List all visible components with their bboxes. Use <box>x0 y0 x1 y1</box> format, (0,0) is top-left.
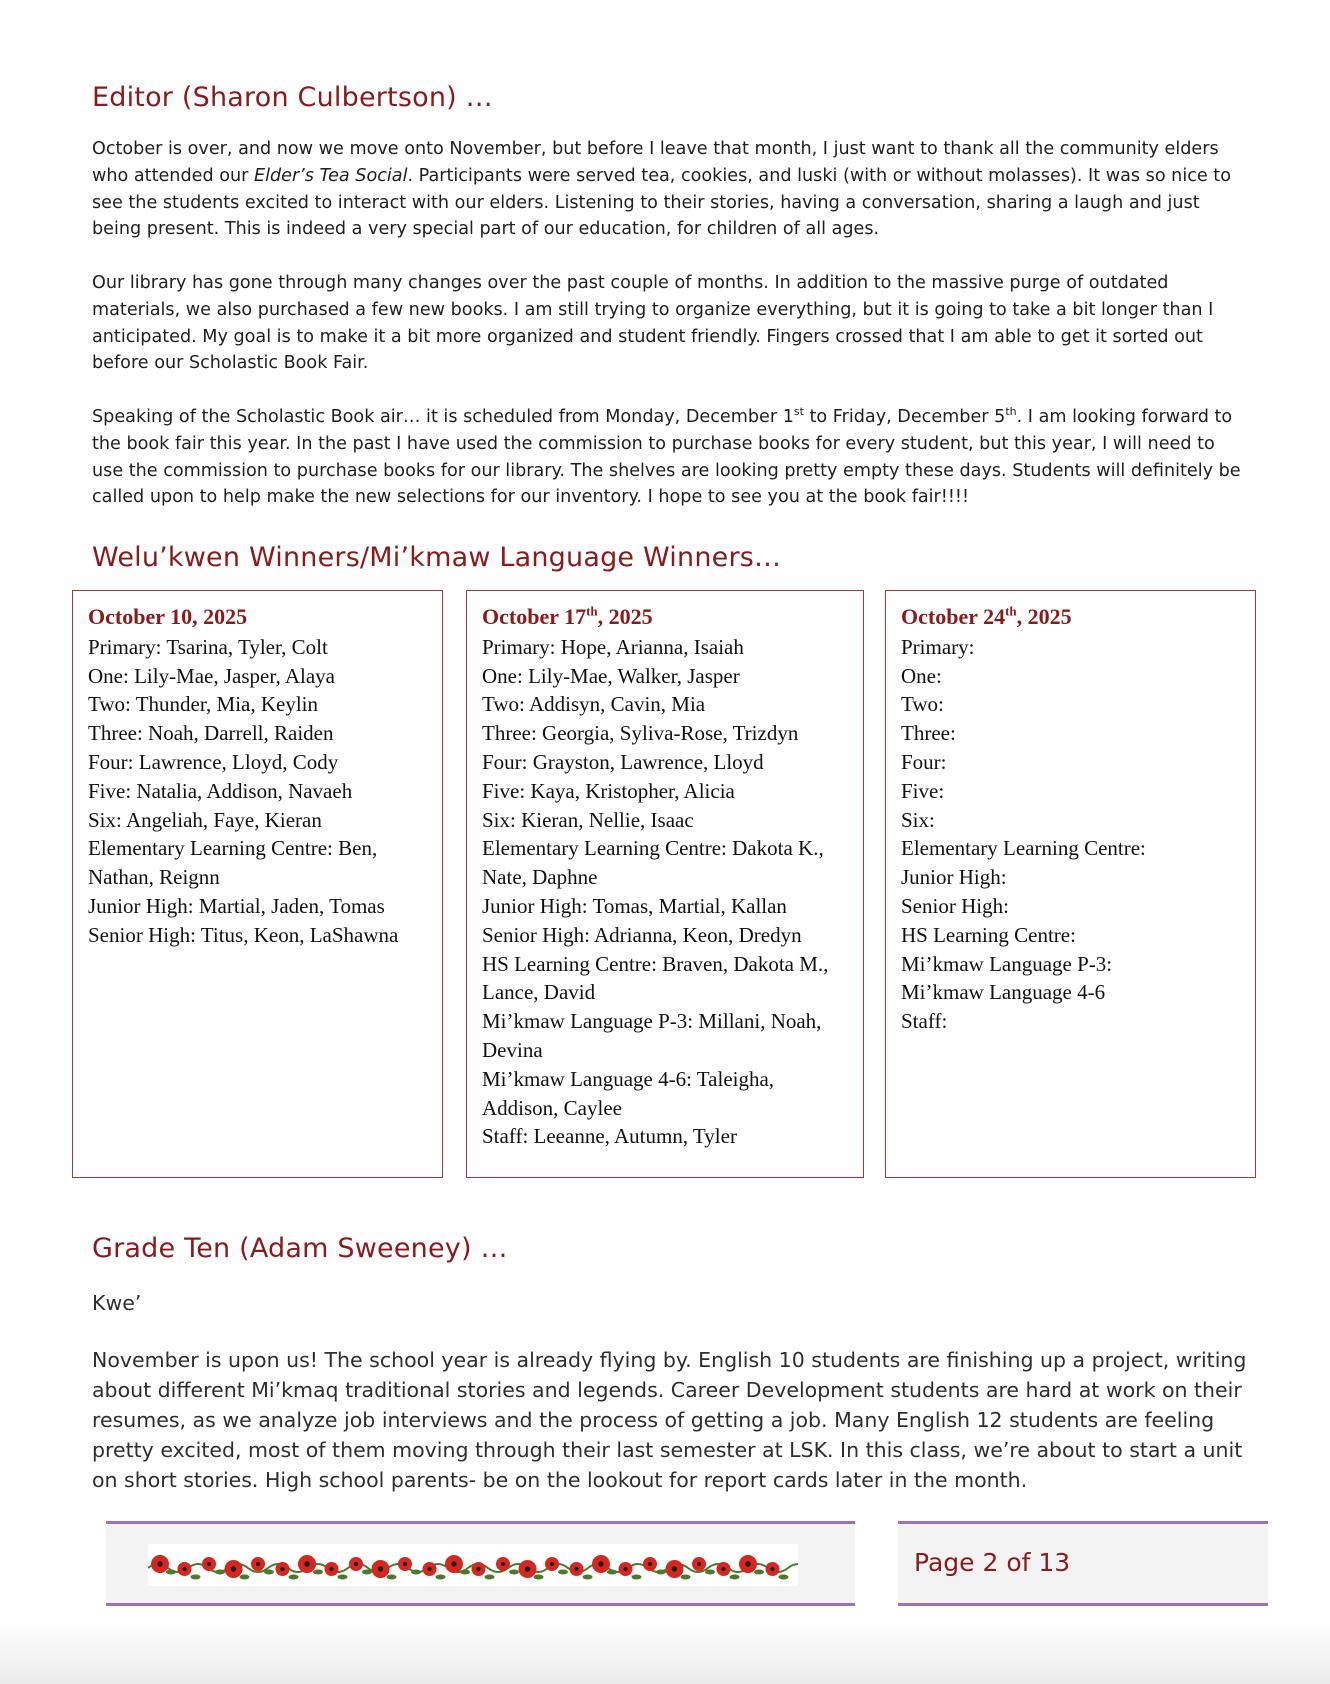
winners-list-item: Three: Noah, Darrell, Raiden <box>88 721 334 746</box>
poppy-center <box>697 1562 701 1566</box>
poppy-center <box>182 1567 186 1571</box>
poppy-leaf <box>215 1570 225 1575</box>
poppy-leaf <box>436 1575 446 1580</box>
poppy-leaf <box>607 1570 617 1575</box>
winners-list-item: Six: Kieran, Nellie, Isaac <box>482 807 694 832</box>
poppy-leaf <box>754 1570 764 1575</box>
winners-list-item: Mi’kmaw Language 4-6 <box>901 980 1106 1005</box>
ordinal-suffix: th <box>586 603 598 619</box>
poppy-leaf <box>656 1570 666 1575</box>
poppy-leaf <box>411 1570 421 1575</box>
editor-paragraph-2: Our library has gone through many changes over the past couple of months. In addition to the massive purge of outdated materials, we also purchased a few new books. I am still trying to organize everything, but it is going to take a bit longer than I anticipated. My goal is to make it a bit more organized and student friendly. Fingers crossed that I am able to get it sorted out before our Scholastic Book Fair. <box>92 273 1214 374</box>
poppy-center <box>525 1566 530 1571</box>
poppy-center <box>329 1567 333 1571</box>
winners-list-item: Mi’kmaw Language P-3: <box>901 951 1113 976</box>
poppy-center <box>501 1562 505 1566</box>
poppy-leaf <box>240 1575 250 1580</box>
winners-list-item: Mi’kmaw Language 4-6: Taleigha, Addison, Caylee <box>482 1066 775 1120</box>
winners-list-item: Junior High: Martial, Jaden, Tomas <box>88 893 385 918</box>
poppy-leaf <box>779 1575 789 1580</box>
poppy-leaf <box>705 1570 715 1575</box>
winners-box-date: October 17 <box>482 604 587 629</box>
poppy-center <box>280 1567 284 1571</box>
winners-box-title <box>88 603 428 632</box>
poppy-leaf <box>362 1570 372 1575</box>
winners-list-item: Three: Georgia, Syliva-Rose, Trizdyn <box>482 721 799 746</box>
poppy-center <box>623 1567 627 1571</box>
winners-list-item: Junior High: <box>901 865 1007 890</box>
editor-p3-text-end: . I am looking forward to the book fair this year. In the past I have used the commission to purchase books for every student, but this year, I will need to use the commission to purchase books for our library. The shelves are looking pretty empty these days. Students will definitely be called upon to help make the new selections for our inventory. I hope to see you at the book fair!!!! <box>92 407 1241 508</box>
editor-paragraph-1 <box>92 136 1242 243</box>
winners-list-item: Primary: <box>901 634 975 659</box>
editor-paragraph-3 <box>92 404 1242 511</box>
poppy-center <box>304 1561 309 1566</box>
winners-box-date: October 24 <box>901 604 1006 629</box>
poppy-center <box>672 1566 677 1571</box>
poppy-leaf <box>534 1575 544 1580</box>
winners-box-oct-10 <box>72 590 443 1178</box>
poppy-center <box>378 1566 383 1571</box>
winners-list-item: Five: Kaya, Kristopher, Alicia <box>482 778 735 803</box>
winners-box-year: , 2025 <box>1016 604 1072 629</box>
winners-list-item: One: Lily-Mae, Jasper, Alaya <box>88 663 335 688</box>
grade-ten-greeting: Kwe’ <box>92 1291 142 1315</box>
poppy-leaf <box>313 1570 323 1575</box>
poppy-leaf <box>338 1575 348 1580</box>
poppy-center <box>745 1561 750 1566</box>
winners-box-title <box>901 603 1241 632</box>
poppy-border-image <box>148 1544 798 1586</box>
poppy-leaf <box>166 1570 176 1575</box>
poppy-leaf <box>681 1575 691 1580</box>
winners-list-item: Senior High: Adrianna, Keon, Dredyn <box>482 922 802 947</box>
poppy-leaf <box>387 1575 397 1580</box>
editor-p3-text-mid: to Friday, December 5 <box>803 407 1006 427</box>
page-bottom-shadow <box>0 1620 1330 1684</box>
editor-heading: Editor (Sharon Culbertson) … <box>92 82 493 113</box>
poppy-leaf <box>632 1575 642 1580</box>
winners-list-item: Senior High: <box>901 893 1009 918</box>
poppy-center <box>574 1567 578 1571</box>
winners-list-item: Four: Grayston, Lawrence, Lloyd <box>482 749 764 774</box>
winners-list-item: Six: Angeliah, Faye, Kieran <box>88 807 322 832</box>
winners-box-title <box>482 603 849 632</box>
winners-list-item: Two: Addisyn, Cavin, Mia <box>482 692 706 717</box>
winners-list-item: Two: Thunder, Mia, Keylin <box>88 692 319 717</box>
winners-list-item: Four: Lawrence, Lloyd, Cody <box>88 749 339 774</box>
editor-p1-text-end: . Participants were served tea, cookies, and luski (with or without molasses). It was so nice to see the students excited to interact with our elders. Listening to their stories, having a conversation, sharing a laugh and just being present. This is indeed a very special part of our education, for children of all ages. <box>92 165 1231 240</box>
winners-list-item: Elementary Learning Centre: Dakota K., Nate, Daphne <box>482 836 824 890</box>
poppy-leaf <box>509 1570 519 1575</box>
poppy-center <box>157 1561 162 1566</box>
poppy-center <box>721 1567 725 1571</box>
poppy-center <box>476 1567 480 1571</box>
poppy-leaf <box>485 1575 495 1580</box>
winners-list-item: Elementary Learning Centre: Ben, Nathan, Reignn <box>88 836 378 890</box>
poppy-center <box>354 1562 358 1566</box>
poppy-center <box>231 1566 236 1571</box>
winners-list-item: Primary: Hope, Arianna, Isaiah <box>482 634 744 659</box>
poppy-leaf <box>289 1575 299 1580</box>
winners-box-year: , 2025 <box>597 604 653 629</box>
winners-list-item: Mi’kmaw Language P-3: Millani, Noah, Devina <box>482 1009 822 1062</box>
poppy-leaf <box>460 1570 470 1575</box>
winners-list-item: Six: <box>901 807 935 832</box>
winners-box-oct-17 <box>466 590 864 1178</box>
poppy-leaf <box>558 1570 568 1575</box>
poppy-flower-icon <box>148 1544 798 1586</box>
winners-list-item: Staff: Leeanne, Autumn, Tyler <box>482 1124 737 1149</box>
winners-list-item: Staff: <box>901 1009 948 1034</box>
winners-heading: Welu’kwen Winners/Mi’kmaw Language Winners… <box>92 542 782 573</box>
poppy-leaf <box>583 1575 593 1580</box>
winners-list-item: Primary: Tsarina, Tyler, Colt <box>88 634 328 659</box>
winners-list-item: Junior High: Tomas, Martial, Kallan <box>482 893 787 918</box>
poppy-center <box>451 1561 456 1566</box>
poppy-center <box>403 1562 407 1566</box>
winners-list-item: Two: <box>901 692 944 717</box>
poppy-center <box>648 1562 652 1566</box>
poppy-leaf <box>264 1570 274 1575</box>
poppy-leaf <box>191 1575 201 1580</box>
winners-box-oct-24 <box>885 590 1256 1178</box>
elders-tea-social-title: Elder’s Tea Social <box>253 165 408 186</box>
poppy-center <box>550 1562 554 1566</box>
winners-list-item: One: Lily-Mae, Walker, Jasper <box>482 663 740 688</box>
ordinal-suffix: th <box>1005 603 1017 619</box>
grade-ten-paragraph: November is upon us! The school year is already flying by. English 10 students are finishing up a project, writing about different Mi’kmaq traditional stories and legends. Career Development students are hard at work on their resumes, as we analyze job interviews and the process of getting a job. Many English 12 students are feeling pretty excited, most of them moving through their last semester at LSK. In this class, we’re about to start a unit on short stories. High school parents- be on the lookout for report cards later in the month. <box>92 1348 1247 1492</box>
footer-decoration <box>106 1521 855 1606</box>
winners-list-item: Four: <box>901 749 947 774</box>
winners-list-item: Five: <box>901 778 945 803</box>
poppy-center <box>256 1562 260 1566</box>
winners-list-item: HS Learning Centre: Braven, Dakota M., Lance, David <box>482 951 829 1005</box>
winners-box-date: October 10, 2025 <box>88 604 248 629</box>
grade-ten-heading: Grade Ten (Adam Sweeney) … <box>92 1233 508 1264</box>
winners-list-item: Senior High: Titus, Keon, LaShawna <box>88 922 399 947</box>
poppy-leaf <box>730 1575 740 1580</box>
winners-list-item: Three: <box>901 721 956 746</box>
ordinal-suffix: st <box>793 405 804 419</box>
winners-list-item: One: <box>901 663 942 688</box>
poppy-center <box>207 1562 211 1566</box>
winners-list-item: HS Learning Centre: <box>901 922 1076 947</box>
poppy-center <box>598 1561 603 1566</box>
editor-p1-text: October is over, and now we move onto November, but before I leave that month, I just want to thank all the community elders who attended our <box>92 139 1219 186</box>
page-number: Page 2 of 13 <box>914 1548 1071 1577</box>
footer-page-box <box>898 1521 1268 1606</box>
editor-p3-text: Speaking of the Scholastic Book air… it is scheduled from Monday, December 1 <box>92 407 794 427</box>
winners-list-item: Five: Natalia, Addison, Navaeh <box>88 778 353 803</box>
ordinal-suffix: th <box>1005 405 1017 419</box>
winners-list-item: Elementary Learning Centre: <box>901 836 1146 861</box>
poppy-center <box>770 1567 774 1571</box>
poppy-center <box>427 1567 431 1571</box>
